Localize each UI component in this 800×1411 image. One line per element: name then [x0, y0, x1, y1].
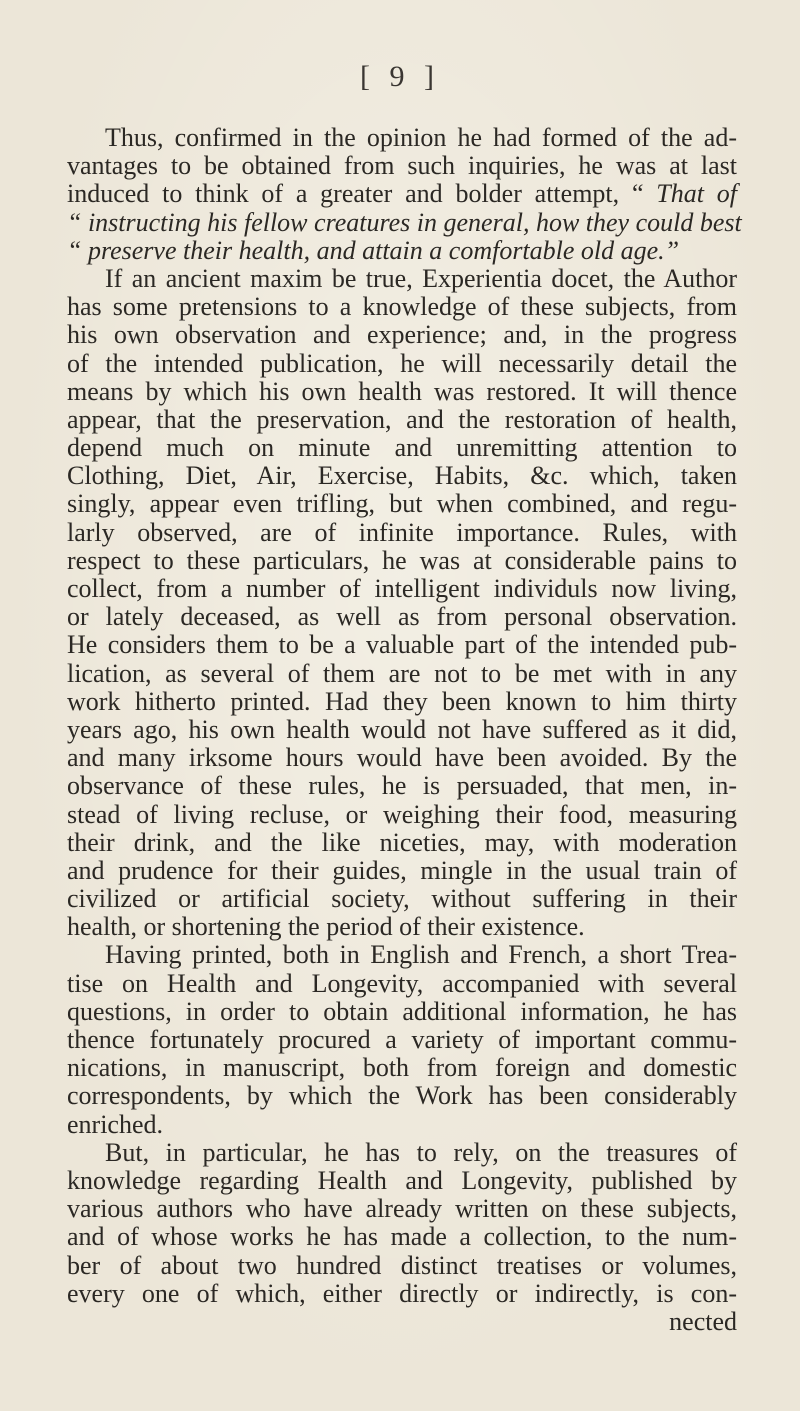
- text-line: larly observed, are of infinite importance. Rules, with: [67, 517, 737, 547]
- page-number: [ 9 ]: [360, 60, 440, 93]
- text-line: and prudence for their guides, mingle in the usual train of: [67, 855, 737, 885]
- text-line: induced to think of a greater and bolder attempt, “ That of: [67, 179, 737, 209]
- body-text: [67, 123, 742, 1336]
- text-line: means by which his own health was restored. It will thence: [67, 376, 737, 406]
- text-line: He considers them to be a valuable part of the intended pub-: [67, 630, 737, 660]
- text-line: and many irksome hours would have been avoided. By the: [67, 743, 737, 773]
- text-line: work hitherto printed. Had they been known to him thirty: [67, 686, 737, 716]
- text-line: singly, appear even trifling, but when combined, and regu-: [67, 489, 737, 519]
- text-line: nications, in manuscript, both from foreign and domestic: [67, 1053, 737, 1083]
- text-line: their drink, and the like niceties, may, with moderation: [67, 827, 737, 857]
- text-line: has some pretensions to a knowledge of these subjects, from: [67, 292, 737, 322]
- catchword: nected: [669, 1306, 737, 1336]
- text-line: various authors who have already written on these subjects,: [67, 1194, 737, 1224]
- text-line: every one of which, either directly or indirectly, is con-: [67, 1278, 737, 1308]
- text-line: enriched.: [67, 1109, 164, 1139]
- text-line: civilized or artificial society, without suffering in their: [67, 884, 737, 914]
- text-line: correspondents, by which the Work has been considerably: [67, 1081, 737, 1111]
- text-line: or lately deceased, as well as from personal observation.: [67, 602, 737, 632]
- text-line: vantages to be obtained from such inquiries, he was at last: [67, 151, 737, 181]
- text-line: lication, as several of them are not to be met with in any: [67, 658, 737, 688]
- text-line: and of whose works he has made a collection, to the num-: [67, 1222, 737, 1252]
- text-line: knowledge regarding Health and Longevity, published by: [67, 1165, 737, 1195]
- text-line: depend much on minute and unremitting attention to: [67, 433, 737, 463]
- text-line: his own observation and experience; and, in the progress: [67, 320, 737, 350]
- text-line: Having printed, both in English and French, a short Trea-: [105, 940, 737, 970]
- text-line: “ instructing his fellow creatures in general, how they could best: [67, 207, 742, 237]
- text-line: If an ancient maxim be true, Experientia docet, the Author: [105, 263, 737, 293]
- text-line: tise on Health and Longevity, accompanied with several: [67, 968, 737, 998]
- text-line: “ preserve their health, and attain a comfortable old age.”: [67, 235, 680, 265]
- text-line: of the intended publication, he will necessarily detail the: [67, 348, 737, 378]
- text-line: questions, in order to obtain additional information, he has: [67, 996, 737, 1026]
- text-line: Thus, confirmed in the opinion he had formed of the ad-: [105, 123, 737, 152]
- text-line: thence fortunately procured a variety of important commu-: [67, 1025, 737, 1054]
- text-line: stead of living recluse, or weighing their food, measuring: [67, 799, 737, 829]
- text-line: appear, that the preservation, and the restoration of health,: [67, 404, 737, 434]
- text-line: years ago, his own health would not have suffered as it did,: [67, 714, 737, 744]
- text-line: respect to these particulars, he was at considerable pains to: [67, 545, 737, 575]
- text-line: observance of these rules, he is persuaded, that men, in-: [67, 771, 737, 801]
- text-line: health, or shortening the period of their existence.: [67, 912, 585, 942]
- text-line: ber of about two hundred distinct treatises or volumes,: [67, 1250, 737, 1280]
- text-line: collect, from a number of intelligent individuls now living,: [67, 574, 737, 603]
- text-line: But, in particular, he has to rely, on the treasures of: [105, 1137, 737, 1167]
- text-line: Clothing, Diet, Air, Exercise, Habits, &c. which, taken: [67, 461, 737, 491]
